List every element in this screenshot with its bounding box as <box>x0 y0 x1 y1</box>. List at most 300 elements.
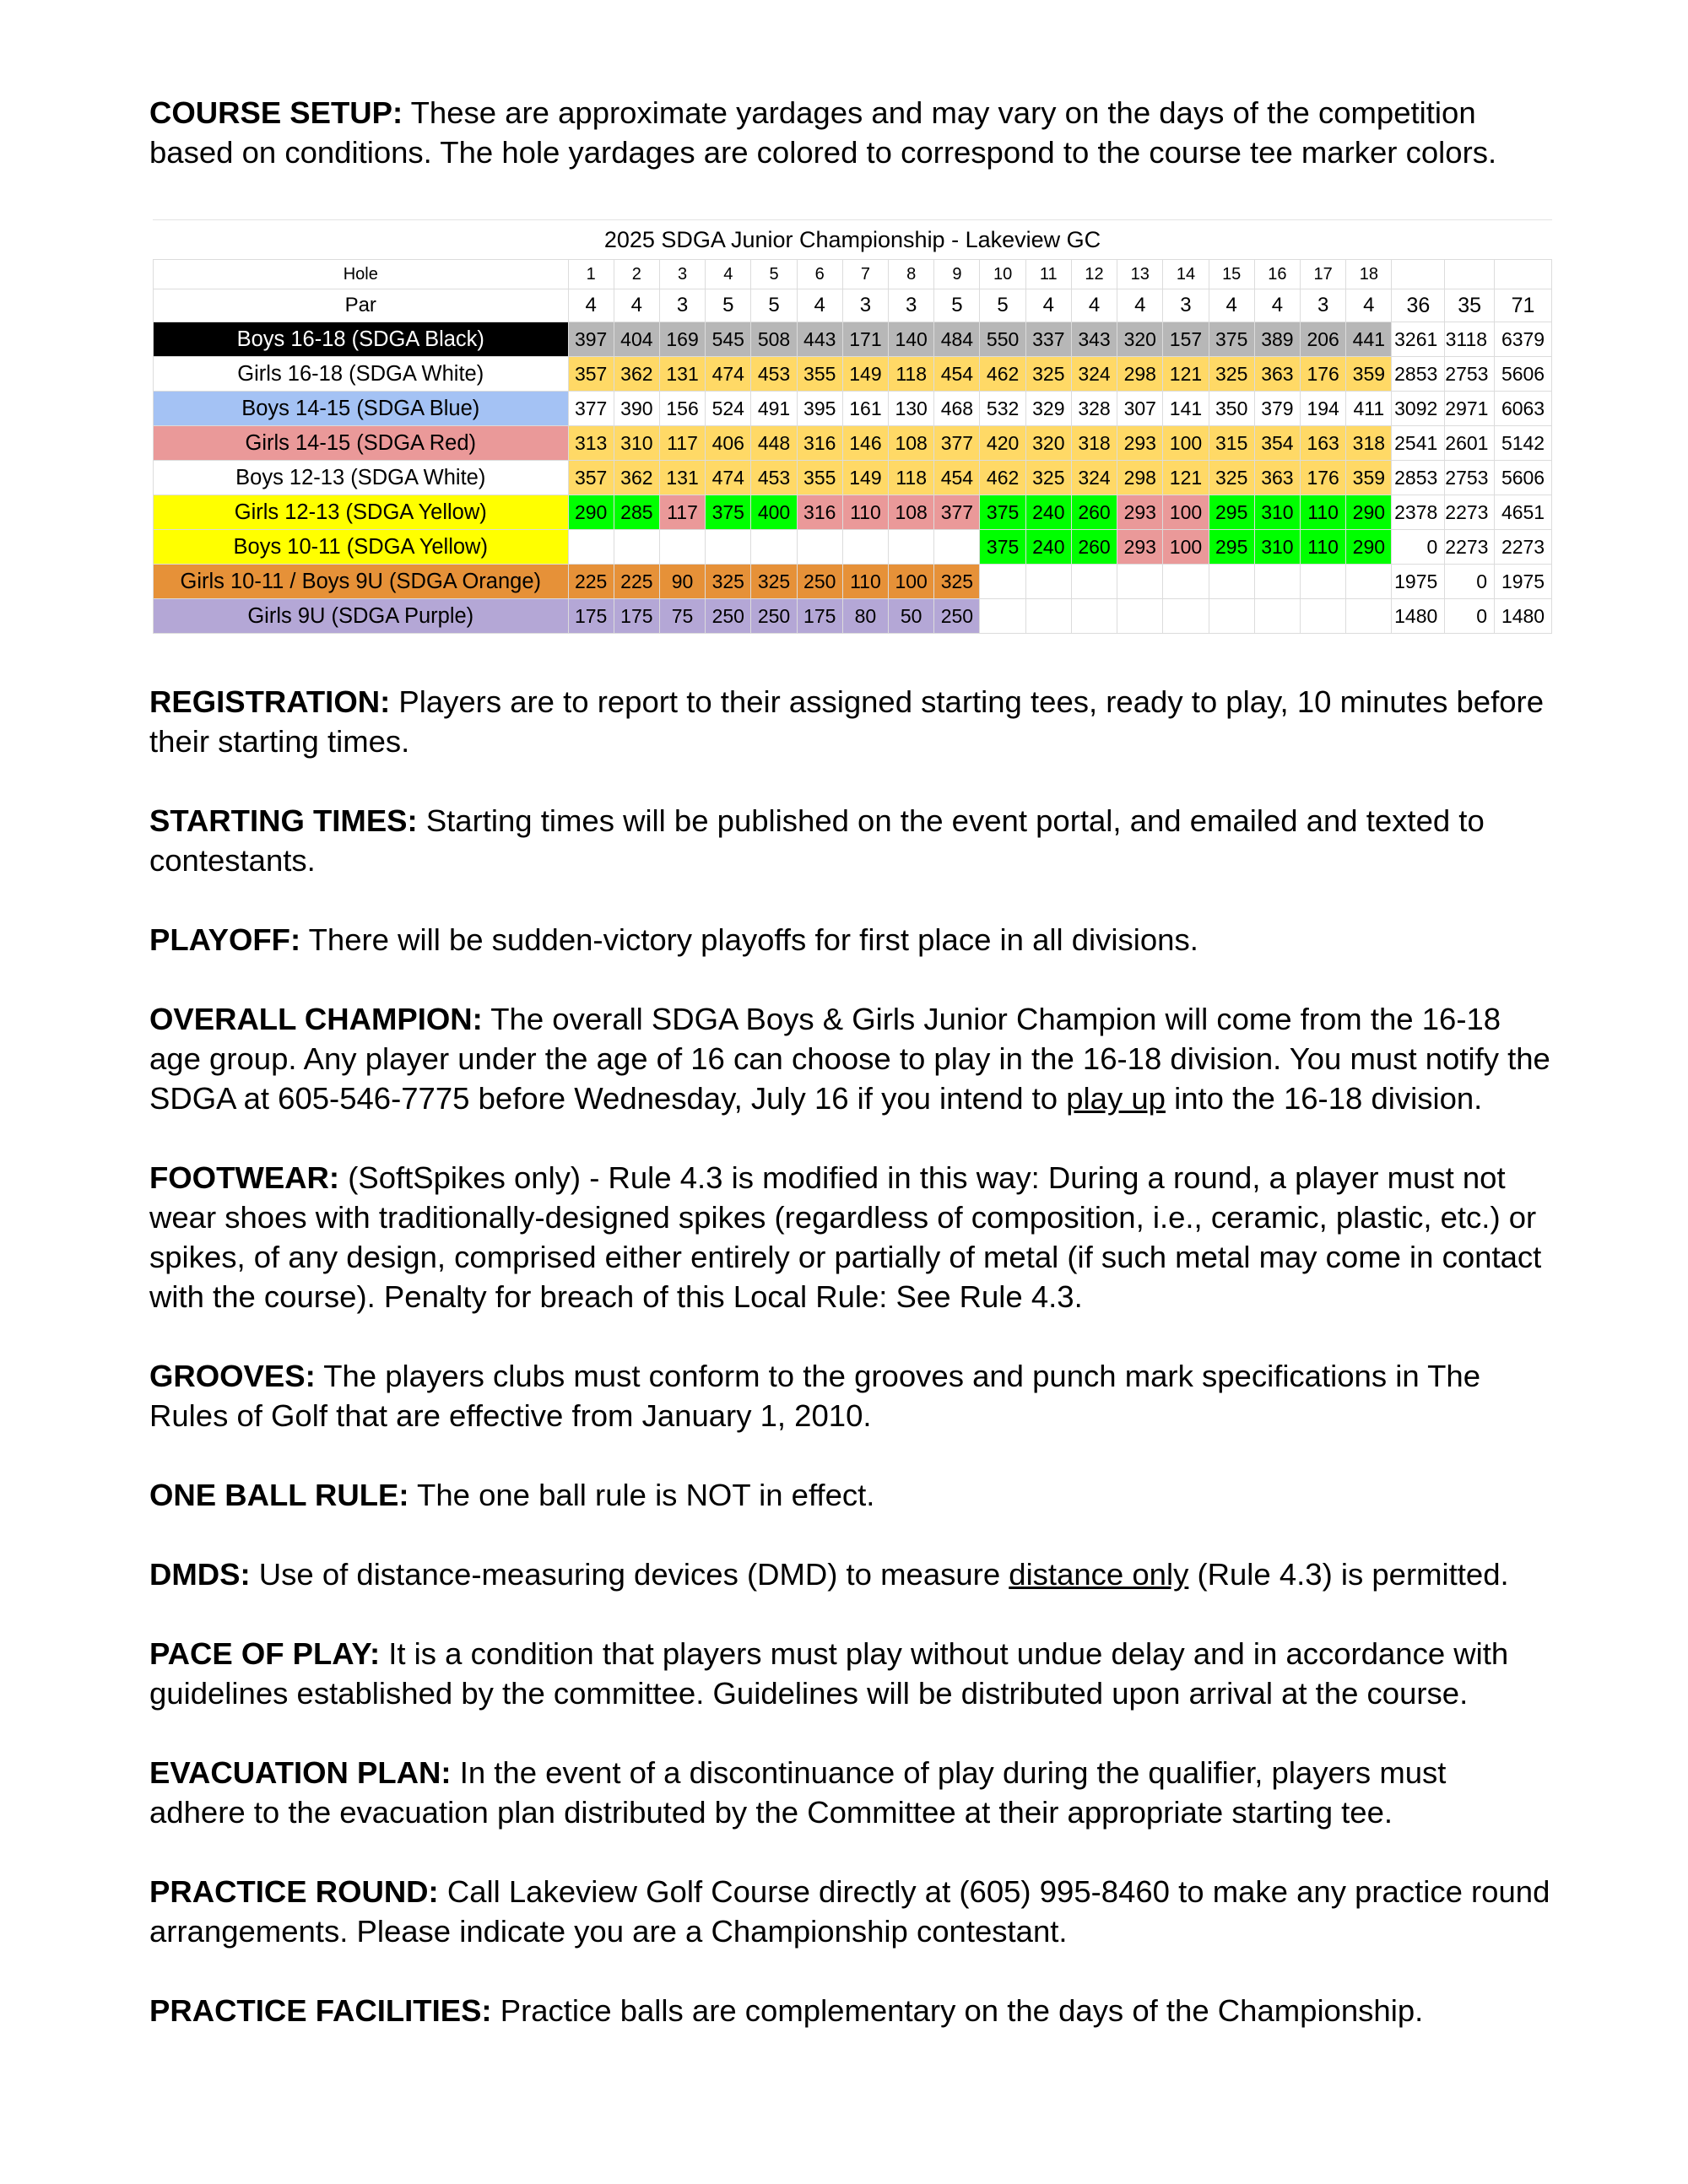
division-row <box>154 357 1552 392</box>
empty-total-cell <box>1495 260 1552 289</box>
yardage-cell: 118 <box>889 357 934 392</box>
rule-section <box>149 682 1550 761</box>
front-nine-total: 1975 <box>1392 565 1445 599</box>
hole-number: 3 <box>659 260 705 289</box>
yardage-cell: 343 <box>1071 322 1117 357</box>
par-value: 4 <box>1254 289 1300 322</box>
section-text: The overall SDGA Boys & Girls Junior Champion will come from the 16-18 age group. Any player under the age of 16 can choose to play in the 16-18 division. You must notify the SDGA at 605-546-7775 before Wednesday, July 16 if you intend to <box>149 1002 1550 1116</box>
yardage-cell <box>1346 599 1392 634</box>
yardage-cell: 375 <box>980 495 1025 530</box>
section-heading: REGISTRATION: <box>149 684 391 719</box>
yardage-cell: 293 <box>1117 495 1163 530</box>
yardage-cell: 175 <box>568 599 614 634</box>
section-text: The players clubs must conform to the grooves and punch mark specifications in The Rules of Golf that are effective from January 1, 2010. <box>149 1359 1480 1433</box>
yardage-cell: 225 <box>568 565 614 599</box>
yardage-cell: 194 <box>1301 392 1346 426</box>
hole-label: Hole <box>154 260 569 289</box>
yardage-cell: 80 <box>842 599 888 634</box>
rule-section <box>149 1554 1550 1594</box>
hole-number: 12 <box>1071 260 1117 289</box>
yardage-cell <box>934 530 980 565</box>
rule-section <box>149 1158 1550 1316</box>
yardage-cell <box>1346 565 1392 599</box>
hole-number: 6 <box>797 260 842 289</box>
yardage-cell: 110 <box>842 565 888 599</box>
yardage-cell: 310 <box>1254 495 1300 530</box>
yardage-cell: 355 <box>797 461 842 495</box>
section-text: Use of distance-measuring devices (DMD) to measure <box>250 1557 1009 1592</box>
yardage-cell: 141 <box>1163 392 1209 426</box>
total-yardage: 1480 <box>1495 599 1552 634</box>
total-yardage: 6379 <box>1495 322 1552 357</box>
yardage-cell: 176 <box>1301 357 1346 392</box>
yardage-cell: 318 <box>1346 426 1392 461</box>
yardage-cell: 474 <box>706 461 751 495</box>
section-heading: DMDS: <box>149 1557 251 1592</box>
yardage-table-container <box>153 219 1552 634</box>
total-yardage: 2273 <box>1495 530 1552 565</box>
par-label: Par <box>154 289 569 322</box>
rule-section <box>149 1475 1550 1515</box>
total-yardage: 1975 <box>1495 565 1552 599</box>
yardage-cell: 176 <box>1301 461 1346 495</box>
yardage-cell: 121 <box>1163 357 1209 392</box>
yardage-cell: 484 <box>934 322 980 357</box>
yardage-cell: 250 <box>751 599 797 634</box>
back-nine-total: 2971 <box>1445 392 1495 426</box>
yardage-cell <box>568 530 614 565</box>
yardage-cell: 491 <box>751 392 797 426</box>
yardage-cell: 532 <box>980 392 1025 426</box>
yardage-cell: 175 <box>614 599 659 634</box>
par-value: 4 <box>1071 289 1117 322</box>
total-yardage: 5142 <box>1495 426 1552 461</box>
division-row <box>154 461 1552 495</box>
yardage-cell: 50 <box>889 599 934 634</box>
yardage-cell <box>1209 599 1254 634</box>
yardage-cell: 454 <box>934 357 980 392</box>
rule-section <box>149 1991 1550 2030</box>
yardage-cell: 354 <box>1254 426 1300 461</box>
yardage-cell: 357 <box>568 461 614 495</box>
section-text-after: (Rule 4.3) is permitted. <box>1188 1557 1509 1592</box>
yardage-cell: 420 <box>980 426 1025 461</box>
yardage-cell: 110 <box>1301 530 1346 565</box>
yardage-cell: 293 <box>1117 530 1163 565</box>
yardage-cell: 325 <box>1209 461 1254 495</box>
total-yardage: 4651 <box>1495 495 1552 530</box>
back-nine-total: 2753 <box>1445 461 1495 495</box>
yardage-cell <box>1025 599 1071 634</box>
yardage-cell: 298 <box>1117 461 1163 495</box>
yardage-cell: 260 <box>1071 530 1117 565</box>
section-text: The one ball rule is NOT in effect. <box>408 1478 875 1512</box>
division-label: Girls 16-18 (SDGA White) <box>154 357 569 392</box>
total-yardage: 6063 <box>1495 392 1552 426</box>
yardage-cell: 355 <box>797 357 842 392</box>
section-text: (SoftSpikes only) - Rule 4.3 is modified in this way: During a round, a player must not wear shoes with traditionally-designed spikes (regardless of composition, i.e., ceramic, plastic, etc.) or spikes, of any design, comprised either entirely or partially of metal (if such metal may come in contact with the course). Penalty for breach of this Local Rule: See Rule 4.3. <box>149 1160 1542 1314</box>
yardage-cell: 285 <box>614 495 659 530</box>
back-nine-total: 2601 <box>1445 426 1495 461</box>
total-yardage: 5606 <box>1495 357 1552 392</box>
section-heading: PRACTICE ROUND: <box>149 1874 439 1909</box>
hole-number: 10 <box>980 260 1025 289</box>
yardage-cell: 377 <box>934 495 980 530</box>
back-nine-total: 0 <box>1445 565 1495 599</box>
rule-section <box>149 1872 1550 1951</box>
empty-total-cell <box>1445 260 1495 289</box>
yardage-cell <box>1117 599 1163 634</box>
yardage-cell: 441 <box>1346 322 1392 357</box>
yardage-cell: 325 <box>934 565 980 599</box>
par-row <box>154 289 1552 322</box>
yardage-cell: 454 <box>934 461 980 495</box>
yardage-cell: 448 <box>751 426 797 461</box>
par-value: 5 <box>980 289 1025 322</box>
hole-number: 8 <box>889 260 934 289</box>
division-row <box>154 495 1552 530</box>
hole-number: 5 <box>751 260 797 289</box>
rules-sections <box>149 682 1550 2070</box>
yardage-cell: 157 <box>1163 322 1209 357</box>
yardage-cell: 121 <box>1163 461 1209 495</box>
section-heading: ONE BALL RULE: <box>149 1478 409 1512</box>
yardage-cell: 316 <box>797 495 842 530</box>
rule-section <box>149 999 1550 1118</box>
yardage-cell: 250 <box>934 599 980 634</box>
yardage-cell: 206 <box>1301 322 1346 357</box>
hole-number: 11 <box>1025 260 1071 289</box>
yardage-cell: 318 <box>1071 426 1117 461</box>
hole-number: 18 <box>1346 260 1392 289</box>
yardage-cell: 443 <box>797 322 842 357</box>
yardage-cell <box>1025 565 1071 599</box>
par-value: 3 <box>1301 289 1346 322</box>
yardage-cell: 395 <box>797 392 842 426</box>
yardage-cell: 377 <box>934 426 980 461</box>
yardage-cell: 260 <box>1071 495 1117 530</box>
yardage-cell <box>1254 599 1300 634</box>
course-setup-heading: COURSE SETUP: <box>149 95 403 130</box>
yardage-cell: 240 <box>1025 530 1071 565</box>
yardage-cell: 117 <box>659 495 705 530</box>
yardage-cell: 295 <box>1209 530 1254 565</box>
yardage-cell: 240 <box>1025 495 1071 530</box>
table-title: 2025 SDGA Junior Championship - Lakeview GC <box>153 219 1552 259</box>
yardage-cell: 363 <box>1254 461 1300 495</box>
yardage-cell: 324 <box>1071 461 1117 495</box>
yardage-cell: 337 <box>1025 322 1071 357</box>
yardage-cell: 350 <box>1209 392 1254 426</box>
yardage-cell: 377 <box>568 392 614 426</box>
yardage-cell: 375 <box>706 495 751 530</box>
hole-number: 13 <box>1117 260 1163 289</box>
yardage-cell <box>614 530 659 565</box>
yardage-cell: 406 <box>706 426 751 461</box>
yardage-cell: 324 <box>1071 357 1117 392</box>
division-row <box>154 322 1552 357</box>
par-value: 4 <box>568 289 614 322</box>
par-value: 4 <box>797 289 842 322</box>
par-value: 4 <box>1209 289 1254 322</box>
yardage-cell: 169 <box>659 322 705 357</box>
yardage-cell: 550 <box>980 322 1025 357</box>
section-heading: FOOTWEAR: <box>149 1160 340 1195</box>
front-nine-total: 2853 <box>1392 461 1445 495</box>
division-row <box>154 565 1552 599</box>
section-text-after: into the 16-18 division. <box>1165 1081 1483 1116</box>
par-value: 4 <box>1025 289 1071 322</box>
hole-number: 9 <box>934 260 980 289</box>
yardage-cell: 524 <box>706 392 751 426</box>
section-text: There will be sudden-victory playoffs for first place in all divisions. <box>300 922 1198 957</box>
document-body <box>149 93 1550 221</box>
rule-section <box>149 1634 1550 1713</box>
yardage-cell: 290 <box>1346 495 1392 530</box>
yardage-cell: 325 <box>1209 357 1254 392</box>
yardage-cell: 320 <box>1025 426 1071 461</box>
yardage-cell: 163 <box>1301 426 1346 461</box>
division-label: Girls 12-13 (SDGA Yellow) <box>154 495 569 530</box>
yardage-cell: 329 <box>1025 392 1071 426</box>
back-nine-total: 3118 <box>1445 322 1495 357</box>
yardage-cell: 325 <box>751 565 797 599</box>
section-heading: OVERALL CHAMPION: <box>149 1002 483 1036</box>
yardage-cell <box>1163 565 1209 599</box>
yardage-cell: 320 <box>1117 322 1163 357</box>
yardage-cell: 118 <box>889 461 934 495</box>
yardage-cell: 474 <box>706 357 751 392</box>
yardage-table <box>153 259 1552 634</box>
yardage-cell: 108 <box>889 495 934 530</box>
yardage-cell: 310 <box>614 426 659 461</box>
back-nine-total: 2273 <box>1445 530 1495 565</box>
yardage-cell: 468 <box>934 392 980 426</box>
par-value: 3 <box>1163 289 1209 322</box>
yardage-cell <box>751 530 797 565</box>
yardage-cell: 310 <box>1254 530 1300 565</box>
par-value: 4 <box>614 289 659 322</box>
division-label: Boys 14-15 (SDGA Blue) <box>154 392 569 426</box>
yardage-cell: 293 <box>1117 426 1163 461</box>
front-nine-total: 2853 <box>1392 357 1445 392</box>
yardage-cell: 545 <box>706 322 751 357</box>
yardage-cell: 315 <box>1209 426 1254 461</box>
hole-number: 1 <box>568 260 614 289</box>
yardage-cell: 100 <box>889 565 934 599</box>
yardage-cell: 110 <box>1301 495 1346 530</box>
division-label: Boys 16-18 (SDGA Black) <box>154 322 569 357</box>
division-label: Boys 10-11 (SDGA Yellow) <box>154 530 569 565</box>
division-label: Girls 14-15 (SDGA Red) <box>154 426 569 461</box>
yardage-cell: 325 <box>1025 357 1071 392</box>
section-text: In the event of a discontinuance of play during the qualifier, players must adhere to the evacuation plan distributed by the Committee at their appropriate starting tee. <box>149 1755 1447 1830</box>
yardage-cell: 362 <box>614 461 659 495</box>
yardage-cell: 397 <box>568 322 614 357</box>
yardage-cell <box>1117 565 1163 599</box>
yardage-cell: 149 <box>842 461 888 495</box>
section-text: Practice balls are complementary on the days of the Championship. <box>491 1993 1424 2028</box>
section-heading: STARTING TIMES: <box>149 803 418 838</box>
section-heading: GROOVES: <box>149 1359 316 1393</box>
yardage-cell: 357 <box>568 357 614 392</box>
yardage-cell: 411 <box>1346 392 1392 426</box>
yardage-cell: 362 <box>614 357 659 392</box>
hole-number: 16 <box>1254 260 1300 289</box>
yardage-cell: 175 <box>797 599 842 634</box>
yardage-cell: 307 <box>1117 392 1163 426</box>
yardage-cell: 100 <box>1163 530 1209 565</box>
back-nine-total: 2273 <box>1445 495 1495 530</box>
yardage-cell: 250 <box>706 599 751 634</box>
par-value: 5 <box>934 289 980 322</box>
front-nine-total: 3261 <box>1392 322 1445 357</box>
yardage-cell: 130 <box>889 392 934 426</box>
division-row <box>154 392 1552 426</box>
yardage-cell: 508 <box>751 322 797 357</box>
par-value: 3 <box>659 289 705 322</box>
yardage-cell: 359 <box>1346 461 1392 495</box>
rule-section <box>149 801 1550 880</box>
yardage-cell: 359 <box>1346 357 1392 392</box>
par-value: 5 <box>706 289 751 322</box>
empty-total-cell <box>1392 260 1445 289</box>
rule-section <box>149 920 1550 960</box>
yardage-cell: 404 <box>614 322 659 357</box>
division-row <box>154 530 1552 565</box>
yardage-cell: 131 <box>659 461 705 495</box>
yardage-cell <box>980 565 1025 599</box>
par-value: 5 <box>751 289 797 322</box>
yardage-cell: 290 <box>568 495 614 530</box>
division-row <box>154 426 1552 461</box>
section-text: Players are to report to their assigned starting tees, ready to play, 10 minutes before their starting times. <box>149 684 1545 759</box>
course-setup-text: These are approximate yardages and may vary on the days of the competition based on conditions. The hole yardages are colored to correspond to the course tee marker colors. <box>149 95 1497 170</box>
yardage-cell: 90 <box>659 565 705 599</box>
yardage-cell: 149 <box>842 357 888 392</box>
total-yardage: 5606 <box>1495 461 1552 495</box>
front-nine-total: 1480 <box>1392 599 1445 634</box>
front-nine-total: 0 <box>1392 530 1445 565</box>
yardage-cell <box>889 530 934 565</box>
yardage-cell: 363 <box>1254 357 1300 392</box>
par-value: 4 <box>1117 289 1163 322</box>
yardage-cell <box>1071 565 1117 599</box>
division-label: Girls 9U (SDGA Purple) <box>154 599 569 634</box>
yardage-cell: 295 <box>1209 495 1254 530</box>
section-heading: PLAYOFF: <box>149 922 301 957</box>
hole-number: 2 <box>614 260 659 289</box>
back-nine-total: 2753 <box>1445 357 1495 392</box>
division-label: Girls 10-11 / Boys 9U (SDGA Orange) <box>154 565 569 599</box>
yardage-cell <box>706 530 751 565</box>
yardage-cell: 131 <box>659 357 705 392</box>
yardage-cell: 375 <box>1209 322 1254 357</box>
hole-number: 7 <box>842 260 888 289</box>
par-total: 71 <box>1495 289 1552 322</box>
yardage-cell <box>1209 565 1254 599</box>
section-text: It is a condition that players must play without undue delay and in accordance with guidelines established by the committee. Guidelines will be distributed upon arrival at the course. <box>149 1636 1509 1711</box>
yardage-cell: 140 <box>889 322 934 357</box>
yardage-cell: 298 <box>1117 357 1163 392</box>
yardage-cell <box>1301 565 1346 599</box>
division-row <box>154 599 1552 634</box>
yardage-cell: 462 <box>980 357 1025 392</box>
yardage-cell: 117 <box>659 426 705 461</box>
yardage-cell: 290 <box>1346 530 1392 565</box>
section-text: Starting times will be published on the event portal, and emailed and texted to contestants. <box>149 803 1485 878</box>
yardage-cell: 146 <box>842 426 888 461</box>
course-setup-paragraph <box>149 93 1550 172</box>
yardage-cell: 100 <box>1163 426 1209 461</box>
front-nine-total: 2541 <box>1392 426 1445 461</box>
yardage-cell <box>797 530 842 565</box>
yardage-cell: 375 <box>980 530 1025 565</box>
yardage-cell <box>1254 565 1300 599</box>
rule-section <box>149 1356 1550 1435</box>
hole-number: 15 <box>1209 260 1254 289</box>
yardage-cell: 100 <box>1163 495 1209 530</box>
yardage-cell: 328 <box>1071 392 1117 426</box>
rule-section <box>149 1753 1550 1832</box>
hole-row <box>154 260 1552 289</box>
yardage-cell: 110 <box>842 495 888 530</box>
yardage-cell: 108 <box>889 426 934 461</box>
front-nine-total: 3092 <box>1392 392 1445 426</box>
yardage-cell <box>1163 599 1209 634</box>
underlined-text: distance only <box>1009 1557 1189 1592</box>
yardage-cell: 453 <box>751 461 797 495</box>
hole-number: 4 <box>706 260 751 289</box>
hole-number: 17 <box>1301 260 1346 289</box>
par-total: 36 <box>1392 289 1445 322</box>
yardage-cell <box>659 530 705 565</box>
yardage-cell: 325 <box>706 565 751 599</box>
section-text: Call Lakeview Golf Course directly at (605) 995-8460 to make any practice round arrangements. Please indicate you are a Championship contestant. <box>149 1874 1550 1949</box>
yardage-cell: 390 <box>614 392 659 426</box>
yardage-cell: 325 <box>1025 461 1071 495</box>
back-nine-total: 0 <box>1445 599 1495 634</box>
underlined-text: play up <box>1066 1081 1166 1116</box>
par-value: 4 <box>1346 289 1392 322</box>
section-heading: PRACTICE FACILITIES: <box>149 1993 492 2028</box>
hole-number: 14 <box>1163 260 1209 289</box>
section-heading: EVACUATION PLAN: <box>149 1755 452 1790</box>
yardage-cell: 453 <box>751 357 797 392</box>
yardage-cell: 156 <box>659 392 705 426</box>
front-nine-total: 2378 <box>1392 495 1445 530</box>
yardage-cell: 379 <box>1254 392 1300 426</box>
yardage-cell <box>842 530 888 565</box>
par-total: 35 <box>1445 289 1495 322</box>
yardage-cell <box>980 599 1025 634</box>
yardage-cell: 171 <box>842 322 888 357</box>
yardage-cell <box>1301 599 1346 634</box>
yardage-cell: 462 <box>980 461 1025 495</box>
yardage-cell: 250 <box>797 565 842 599</box>
yardage-cell <box>1071 599 1117 634</box>
par-value: 3 <box>889 289 934 322</box>
yardage-cell: 389 <box>1254 322 1300 357</box>
yardage-cell: 75 <box>659 599 705 634</box>
yardage-cell: 161 <box>842 392 888 426</box>
division-label: Boys 12-13 (SDGA White) <box>154 461 569 495</box>
par-value: 3 <box>842 289 888 322</box>
section-heading: PACE OF PLAY: <box>149 1636 381 1671</box>
yardage-cell: 400 <box>751 495 797 530</box>
yardage-cell: 225 <box>614 565 659 599</box>
yardage-cell: 316 <box>797 426 842 461</box>
